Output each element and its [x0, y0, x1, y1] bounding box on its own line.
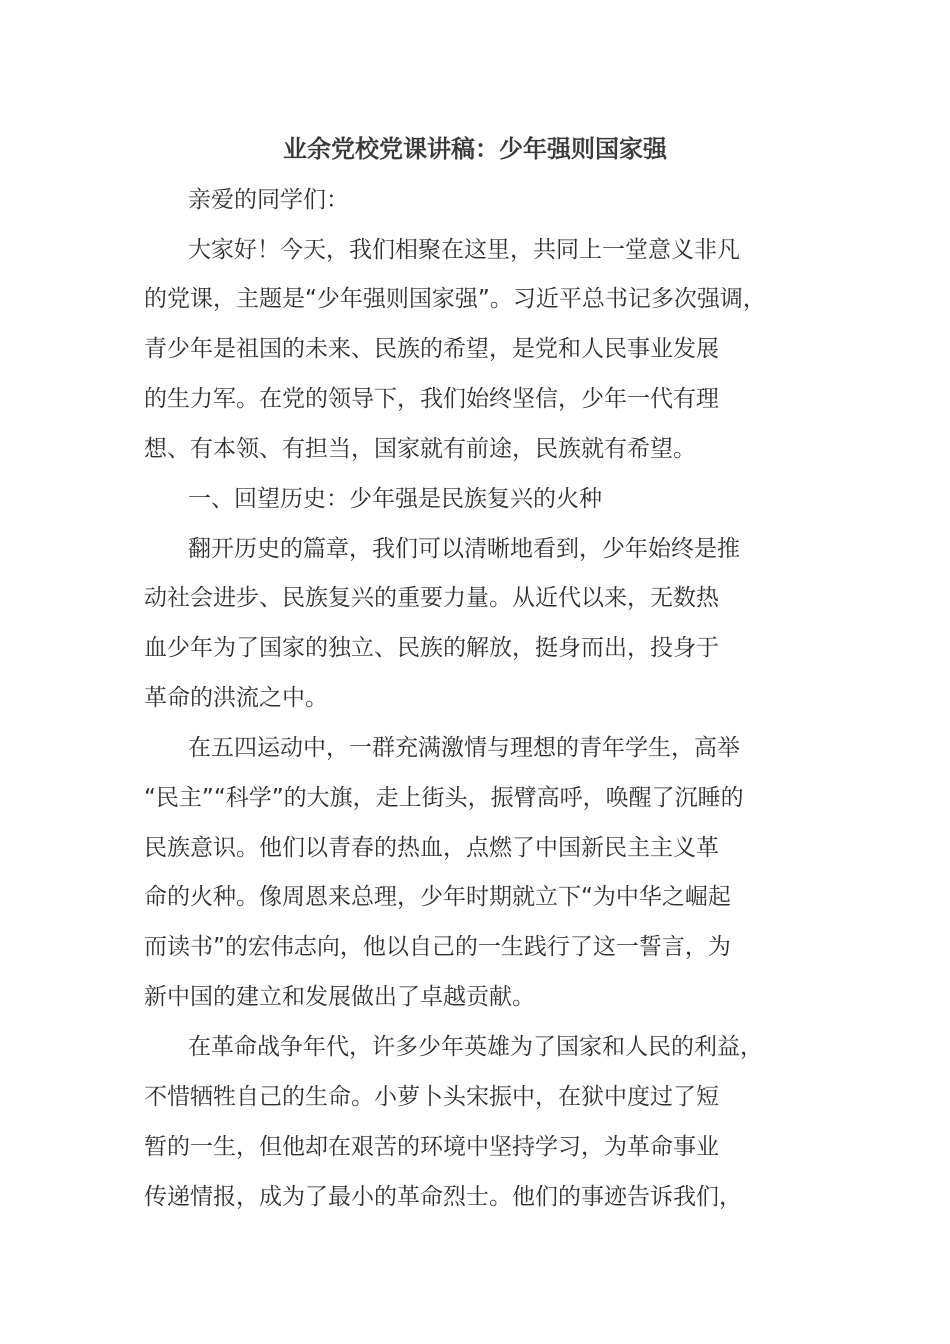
document-title: 业余党校党课讲稿：少年强则国家强 — [283, 135, 667, 163]
paragraph-line: 暂的一生，但他却在艰苦的环境中坚持学习，为革命事业 — [144, 1134, 719, 1160]
paragraph-line: 在革命战争年代，许多少年英雄为了国家和人民的利益， — [188, 1034, 763, 1060]
paragraph-line: 的生力军。在党的领导下，我们始终坚信，少年一代有理 — [144, 386, 719, 412]
paragraph-line: “民主”“科学”的大旗，走上街头，振臂高呼，唤醒了沉睡的 — [144, 785, 744, 811]
paragraph-line: 翻开历史的篇章，我们可以清晰地看到，少年始终是推 — [188, 536, 740, 562]
paragraph-line: 想、有本领、有担当，国家就有前途，民族就有希望。 — [144, 436, 696, 462]
paragraph-line: 在五四运动中，一群充满激情与理想的青年学生，高举 — [188, 735, 740, 761]
paragraph-line: 青少年是祖国的未来、民族的希望，是党和人民事业发展 — [144, 336, 719, 362]
paragraph-line: 新中国的建立和发展做出了卓越贡献。 — [144, 984, 535, 1010]
paragraph-line: 动社会进步、民族复兴的重要力量。从近代以来，无数热 — [144, 585, 719, 611]
paragraph-line: 民族意识。他们以青春的热血，点燃了中国新民主主义革 — [144, 835, 719, 861]
paragraph-line: 亲爱的同学们： — [188, 187, 349, 213]
paragraph-line: 革命的洪流之中。 — [144, 685, 328, 711]
paragraph-line: 而读书”的宏伟志向，他以自己的一生践行了这一誓言，为 — [144, 934, 731, 960]
paragraph-line: 的党课，主题是“少年强则国家强”。习近平总书记多次强调， — [144, 286, 766, 312]
paragraph-line: 大家好！今天，我们相聚在这里，共同上一堂意义非凡 — [188, 237, 740, 263]
paragraph-line: 不惜牺牲自己的生命。小萝卜头宋振中，在狱中度过了短 — [144, 1084, 719, 1110]
paragraph-line: 命的火种。像周恩来总理，少年时期就立下“为中华之崛起 — [144, 884, 731, 910]
section-heading: 一、回望历史：少年强是民族复兴的火种 — [188, 486, 602, 512]
paragraph-line: 传递情报，成为了最小的革命烈士。他们的事迹告诉我们， — [144, 1184, 742, 1210]
paragraph-line: 血少年为了国家的独立、民族的解放，挺身而出，投身于 — [144, 635, 719, 661]
